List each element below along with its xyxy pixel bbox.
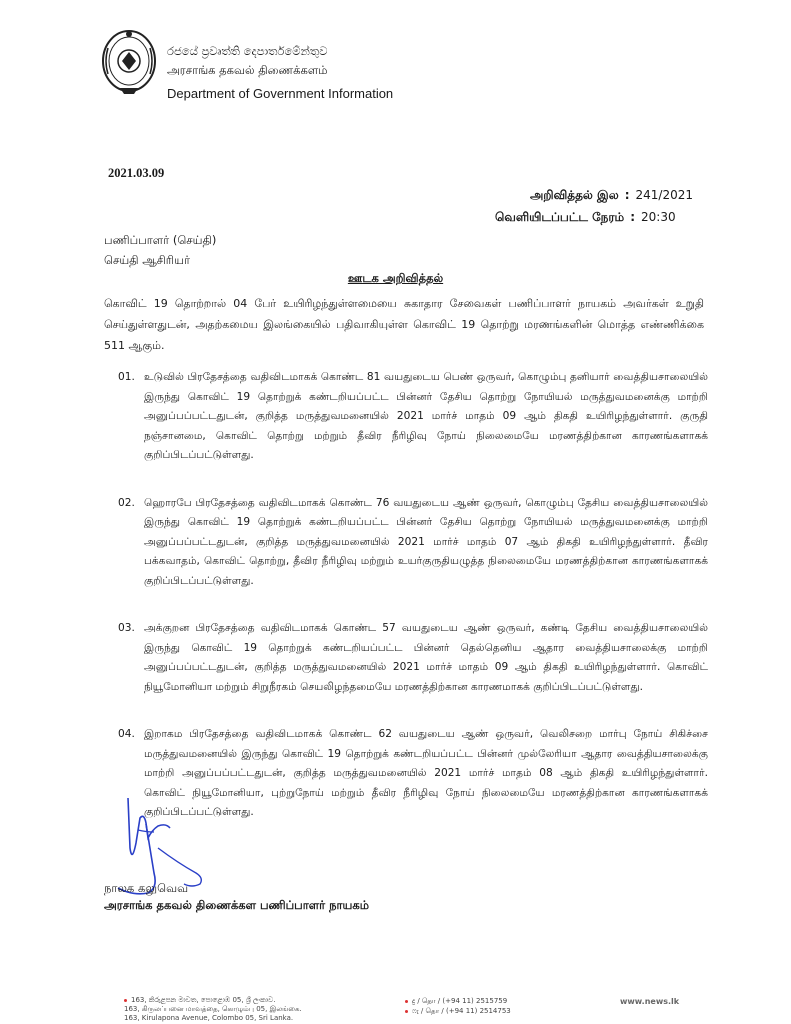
list-item [118, 494, 708, 592]
fax-number: (+94 11) 2514753 [445, 1007, 511, 1015]
notice-number-label: அறிவித்தல் இல [529, 188, 619, 202]
addressee-block [104, 230, 216, 270]
phone-number: (+94 11) 2515759 [442, 997, 508, 1005]
department-name-tamil: அரசாங்க தகவல் திணைக்களம் [167, 63, 328, 77]
fax-label: ෆැ / தொ / [412, 1007, 444, 1015]
document-heading: ஊடக அறிவித்தல் [347, 271, 444, 285]
item-number: 03. [118, 622, 135, 634]
item-text: உடுவில் பிரதேசத்தை வதிவிடமாகக் கொண்ட 81 வயதுடைய பெண் ஒருவர், கொழும்பு தனியார் வைத்தியசாலையில் இருந்து கொவிட் 19 தொற்றுக் கண்டறியப்பட்ட பின்னர் தேசிய தொற்று நோயியல் மருத்துவமனைக்கு மாற்றி அனுப்பப்பட்டதுடன், குறித்த மருத்துவமனையில் 2021 மார்ச் மாதம் 09 ஆம் திகதி உயிரிழந்துள்ளார். குருதி நஞ்சானமை, கொவிட் தொற்று மற்றும் தீவிர நீரிழிவு நோய் நிலைமையே மரணத்திற்கான காரணங்களாகக் குறிப்பிடப்பட்டுள்ளது. [144, 371, 708, 461]
list-item [118, 368, 708, 466]
item-text: அக்குறன பிரதேசத்தை வதிவிடமாகக் கொண்ட 57 வயதுடைய ஆண் ஒருவர், கண்டி தேசிய வைத்தியசாலையில் இருந்து கொவிட் 19 தொற்றுக் கண்டறியப்பட்ட பின்னர் தெல்தெனிய ஆதார வைத்தியசாலைக்கு மாற்றி அனுப்பப்பட்டதுடன், குறித்த மருத்துவமனையில் 2021 மார்ச் மாதம் 09 ஆம் திகதி உயிரிழந்துள்ளார். கொவிட் நியூமோனியா மற்றும் சிறுநீரகம் செயலிழந்தமையே மரணத்திற்கான காரணமாகக் குறிப்பிடப்பட்டுள்ளது. [144, 622, 708, 693]
notice-number-row [495, 184, 693, 206]
phone-label: දු / தொ / [412, 997, 441, 1005]
phone-icon [405, 1000, 408, 1003]
item-text: ஹொரபே பிரதேசத்தை வதிவிடமாகக் கொண்ட 76 வயதுடைய ஆண் ஒருவர், கொழும்பு தேசிய வைத்தியசாலையில் இருந்து கொவிட் 19 தொற்றுக் கண்டறியப்பட்ட பின்னர் தேசிய தொற்று நோயியல் மருத்துவமனைக்கு மாற்றி அனுப்பப்பட்டதுடன், குறித்த மருத்துவமனையில் 2021 மார்ச் மாதம் 07 ஆம் திகதி உயிரிழந்துள்ளார். தீவிர பக்கவாதம், கொவிட் தொற்று, தீவிர நீரிழிவு மற்றும் உயர்குருதியழுத்த நிலைமையே மரணத்திற்கான காரணங்களாகக் குறிப்பிடப்பட்டுள்ளது. [144, 496, 708, 587]
footer-address-line: 163, கிருலப்பனை மாவத்தை, கொழும்பு 05, இலங்கை. [124, 1005, 302, 1013]
separator: : [630, 210, 635, 224]
item-text: இறாகம பிரதேசத்தை வதிவிடமாகக் கொண்ட 62 வயதுடைய ஆண் ஒருவர், வெலிசறை மார்பு நோய் சிகிச்சை மருத்துவமனையில் இருந்து கொவிட் 19 தொற்றுக் கண்டறியப்பட்ட பின்னர் முல்லேரியா ஆதார வைத்தியசாலைக்கு மாற்றி அனுப்பப்பட்டதுடன், குறித்த மருத்துவமனையில் 2021 மார்ச் மாதம் 08 ஆம் திகதி உயிரிழந்துள்ளார். கொவிட் நியூமோனியா, புற்றுநோய் மற்றும் தீவிர நீரிழிவு நோய் நிலைமையே மரணத்திற்கான காரணங்களாகக் குறிப்பிடப்பட்டுள்ளது. [144, 728, 708, 818]
addressee-line: பணிப்பாளர் (செய்தி) [104, 233, 217, 247]
reference-block [495, 184, 693, 228]
footer-address [124, 996, 302, 1023]
department-name-english: Department of Government Information [167, 86, 394, 101]
addressee-line: செய்தி ஆசிரியர் [104, 253, 190, 267]
department-name-sinhala: රජයේ ප්‍රවෘත්ති දෙපාර්තමේන්තුව [167, 44, 328, 58]
release-time-label: வெளியிடப்பட்ட நேரம் [495, 210, 625, 224]
signer-block [104, 880, 369, 914]
government-emblem-icon [100, 28, 158, 98]
notice-number-value: 241/2021 [635, 188, 693, 202]
letterhead-footer [0, 996, 791, 1024]
release-date: 2021.03.09 [108, 166, 165, 180]
separator: : [624, 188, 630, 202]
case-list [118, 368, 708, 823]
item-number: 04. [118, 728, 135, 740]
list-item [118, 619, 708, 697]
signer-title: அரசாங்க தகவல் திணைக்கள பணிப்பாளர் நாயகம் [104, 898, 369, 912]
footer-address-line: 163, කිරුළපන මාවත, පොළොඹ 05, ශ්‍රී ලංකාව. [131, 996, 276, 1004]
footer-address-line: 163, Kirulapona Avenue, Colombo 05, Sri Lanka. [124, 1014, 294, 1022]
release-time-value: 20:30 [641, 210, 676, 224]
release-time-row [495, 206, 693, 228]
item-number: 01. [118, 371, 135, 383]
footer-phones [405, 996, 511, 1016]
intro-paragraph: கொவிட் 19 தொற்றால் 04 பேர் உயிரிழந்துள்ளமையை சுகாதார சேவைகள் பணிப்பாளர் நாயகம் அவர்கள் உறுதி செய்துள்ளதுடன், அதற்கமைய இலங்கையில் பதிவாகியுள்ள கொவிட் 19 தொற்று மரணங்களின் மொத்த எண்ணிக்கை 511 ஆகும். [104, 297, 704, 352]
item-number: 02. [118, 496, 135, 509]
footer-website-link[interactable]: www.news.lk [620, 997, 680, 1006]
bullet-icon [124, 999, 127, 1002]
fax-icon [405, 1010, 408, 1013]
signer-name: நாலக கலுவெவ [104, 881, 189, 895]
